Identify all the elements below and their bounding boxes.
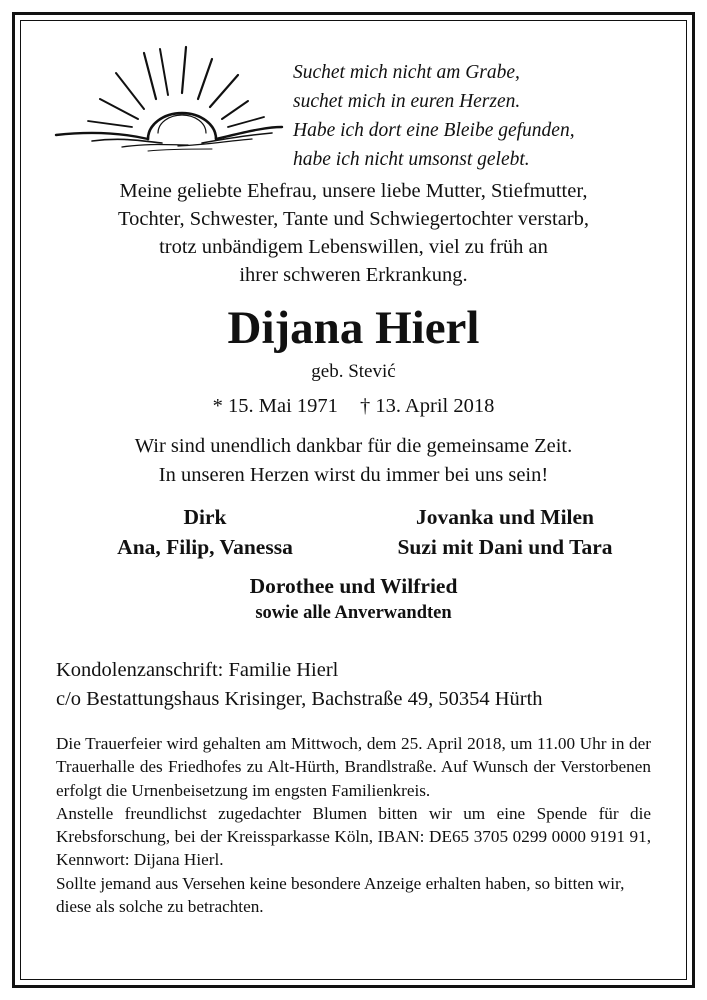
intro-paragraph bbox=[40, 177, 667, 289]
mourner-name: Dorothee und Wilfried bbox=[249, 574, 458, 598]
mourner-name: Jovanka und Milen bbox=[415, 505, 595, 529]
poem-line: Habe ich dort eine Bleibe gefunden, bbox=[293, 120, 575, 141]
death-date: † 13. April 2018 bbox=[359, 395, 495, 417]
deceased-name: Dijana Hierl bbox=[227, 302, 480, 354]
intro-line: trotz unbändigem Lebenswillen, viel zu früh an bbox=[159, 236, 548, 258]
gratitude-line: In unseren Herzen wirst du immer bei uns sein! bbox=[158, 464, 549, 486]
condolence-line: c/o Bestattungshaus Krisinger, Bachstraße 49, 50354 Hürth bbox=[56, 688, 543, 710]
apology-note: Sollte jemand aus Versehen keine besondere Anzeige erhalten haben, so bitten wir, diese als solche zu betrachten. bbox=[56, 873, 625, 917]
donation-request: Anstelle freundlichst zugedachter Blumen bitten wir um eine Spende für die Krebsforschung, bei der Kreissparkasse Köln, IBAN: DE65 3705 0299 0000 9191 91, Kennwort: Dijana Hierl. bbox=[56, 803, 651, 870]
relatives-line: sowie alle Anverwandten bbox=[255, 603, 452, 623]
intro-line: ihrer schweren Erkrankung. bbox=[239, 264, 468, 286]
maiden-name: geb. Stević bbox=[311, 361, 396, 382]
poem-verse bbox=[293, 58, 673, 174]
condolence-line: Kondolenzanschrift: Familie Hierl bbox=[56, 659, 339, 681]
mourners-left-group bbox=[60, 502, 350, 562]
intro-line: Tochter, Schwester, Tante und Schwiegertochter verstarb, bbox=[118, 208, 589, 230]
mourner-name: Ana, Filip, Vanessa bbox=[117, 535, 293, 559]
funeral-notice bbox=[56, 732, 651, 918]
gratitude-paragraph bbox=[40, 432, 667, 490]
birth-date: * 15. Mai 1971 bbox=[212, 395, 338, 417]
mourners-center-group bbox=[40, 572, 667, 626]
mourners-right-group bbox=[350, 502, 660, 562]
funeral-details: Die Trauerfeier wird gehalten am Mittwoch, dem 25. April 2018, um 11.00 Uhr in der Trauerhalle des Friedhofes zu Alt-Hürth, Brandlstraße. Auf Wunsch der Verstorbenen erfolgt die Urnenbeisetzung im engsten Familienkreis. bbox=[56, 734, 651, 800]
poem-line: Suchet mich nicht am Grabe, bbox=[293, 62, 520, 83]
poem-line: habe ich nicht umsonst gelebt. bbox=[293, 149, 530, 170]
condolence-address bbox=[56, 656, 676, 714]
intro-line: Meine geliebte Ehefrau, unsere liebe Mutter, Stiefmutter, bbox=[119, 180, 588, 202]
life-dates bbox=[40, 393, 667, 419]
mourner-name: Suzi mit Dani und Tara bbox=[397, 535, 613, 559]
poem-line: suchet mich in euren Herzen. bbox=[293, 91, 521, 112]
mourner-name: Dirk bbox=[183, 505, 227, 529]
sunrise-icon bbox=[52, 45, 286, 153]
gratitude-line: Wir sind unendlich dankbar für die gemeinsame Zeit. bbox=[134, 435, 573, 457]
